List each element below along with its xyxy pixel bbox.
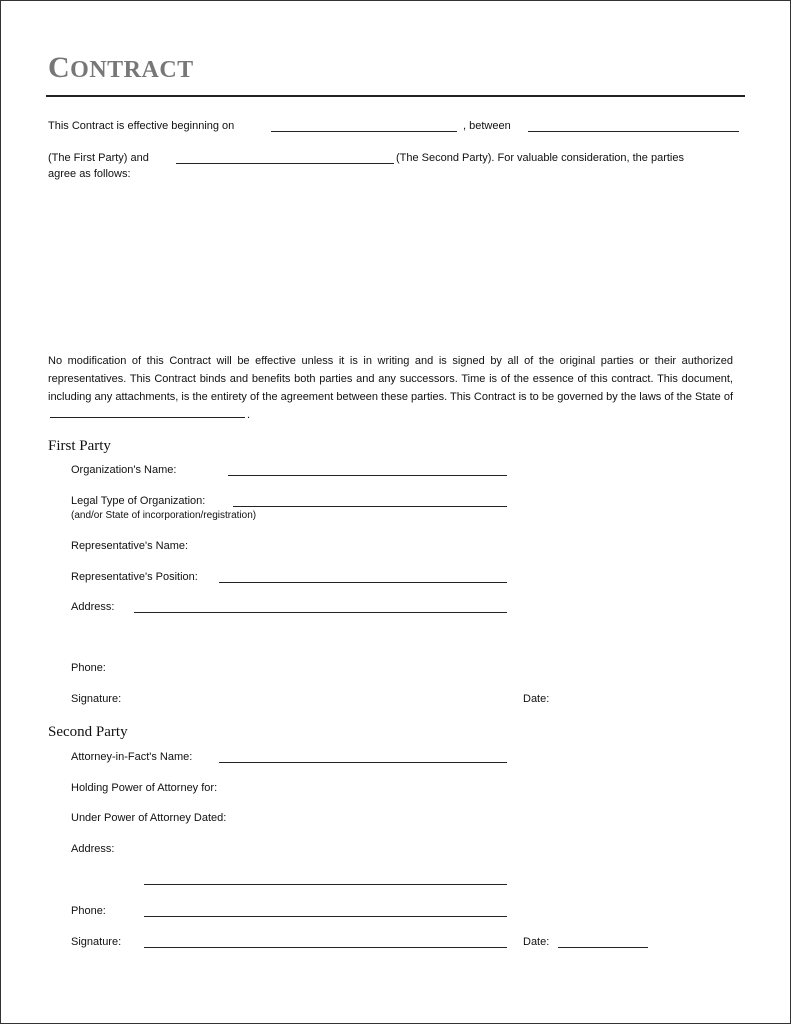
org-name-line[interactable] [228,475,507,476]
second-address-label: Address: [71,843,115,855]
second-signature-line[interactable] [144,947,507,948]
poa-dated-label: Under Power of Attorney Dated: [71,812,227,824]
legal-type-line[interactable] [233,506,507,507]
first-address-label: Address: [71,601,115,613]
holding-poa-label: Holding Power of Attorney for: [71,782,218,794]
legal-type-hint: (and/or State of incorporation/registration) [71,510,257,521]
attorney-name-label: Attorney-in-Fact's Name: [71,751,193,763]
second-date-label: Date: [523,936,550,948]
second-phone-label: Phone: [71,905,106,917]
effective-date-line[interactable] [271,131,457,132]
second-address-line[interactable] [144,884,507,885]
legal-type-label: Legal Type of Organization: [71,495,206,507]
title-rule [46,95,745,97]
second-date-line[interactable] [558,947,648,948]
second-signature-label: Signature: [71,936,122,948]
rep-position-line[interactable] [219,582,507,583]
intro-between-text: , between [463,120,511,132]
second-phone-line[interactable] [144,916,507,917]
modification-paragraph: No modification of this Contract will be effective unless it is in writing and is signed by all of the original parties or their authorized representatives. This Contract binds and benefits both parties and any successors. Time is of the essence of this contract. This document, including any attachments, is the entirety of the agreement between these parties. This Contract is to be governed by the laws of the State of. [48,355,733,421]
rep-name-label: Representative's Name: [71,540,189,552]
first-party-heading: First Party [48,438,111,454]
first-address-line[interactable] [134,612,507,613]
second-party-name-line[interactable] [176,163,394,164]
org-name-label: Organization's Name: [71,464,177,476]
first-signature-label: Signature: [71,693,122,705]
attorney-name-line[interactable] [219,762,507,763]
first-phone-label: Phone: [71,662,106,674]
page-title: CONTRACT [48,51,194,84]
first-date-label: Date: [523,693,550,705]
first-party-name-line[interactable] [528,131,739,132]
state-line[interactable] [50,407,245,418]
intro-agree-text: agree as follows: [48,168,131,180]
second-party-heading: Second Party [48,724,128,740]
intro-first-party-text: (The First Party) and [48,152,149,164]
intro-text: This Contract is effective beginning on [48,120,235,132]
intro-second-party-text: (The Second Party). For valuable consideration, the parties [396,152,684,164]
rep-position-label: Representative's Position: [71,571,198,583]
